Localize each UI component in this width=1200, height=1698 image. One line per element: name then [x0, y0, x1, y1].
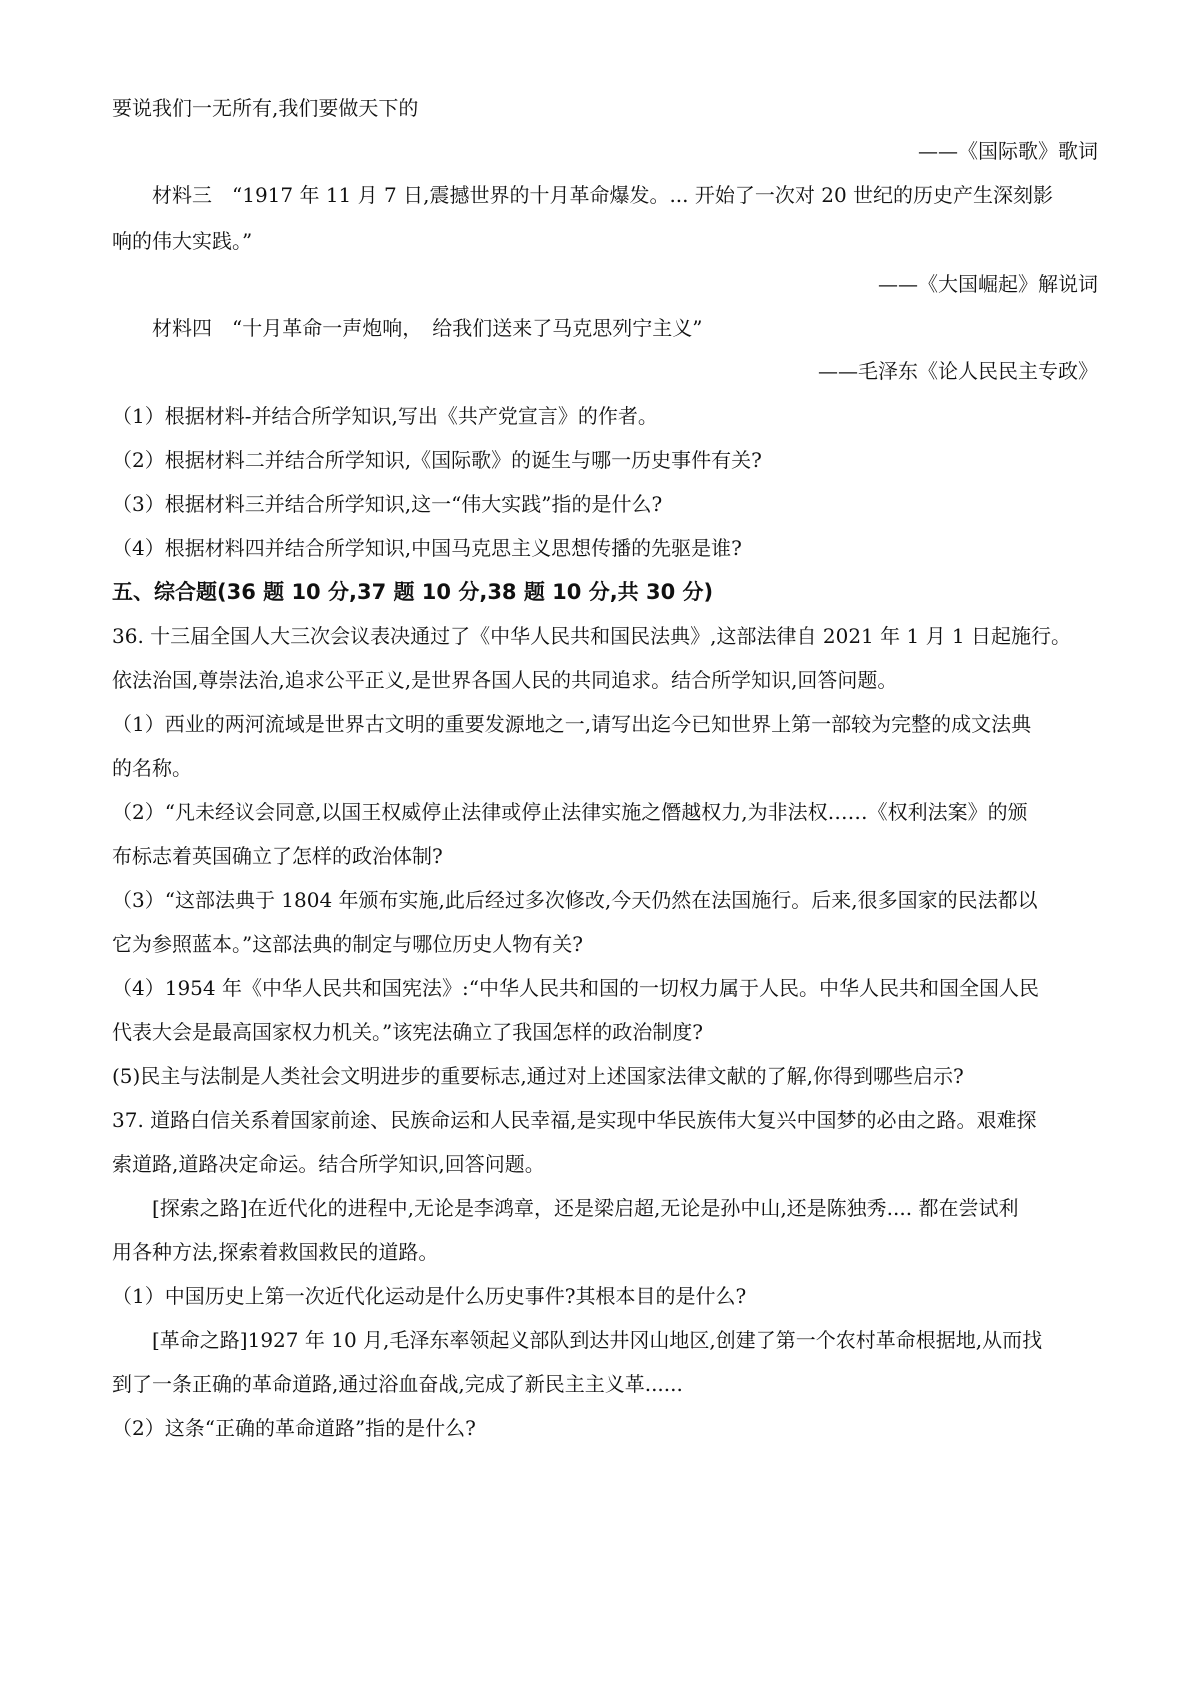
- lyric-line: 要说我们一无所有,我们要做天下的: [112, 96, 419, 120]
- question-36-2: （2）“凡未经议会同意,以国王权威停止法律或停止法律实施之僭越权力,为非法权……《权利法案》的颁: [112, 800, 1028, 824]
- revolution-path-text: [革命之路]1927 年 10 月,毛泽东率领起义部队到达井冈山地区,创建了第一个农村革命根据地,从而找: [152, 1328, 1043, 1352]
- source-citation-internationale: ——《国际歌》歌词: [918, 139, 1098, 163]
- question-36-1-cont: 的名称。: [112, 756, 192, 780]
- question-36-4-cont: 代表大会是最高国家权力机关。”该宪法确立了我国怎样的政治制度?: [112, 1020, 703, 1044]
- question-35-3: （3）根据材料三并结合所学知识,这一“伟大实践”指的是什么?: [112, 492, 663, 516]
- question-36-3: （3）“这部法典于 1804 年颁布实施,此后经过多次修改,今天仍然在法国施行。后来,很多国家的民法都以: [112, 888, 1038, 912]
- question-36-3-cont: 它为参照蓝本。”这部法典的制定与哪位历史人物有关?: [112, 932, 583, 956]
- material-three-text-cont: 响的伟大实践。”: [112, 229, 253, 253]
- question-35-4: （4）根据材料四并结合所学知识,中国马克思主义思想传播的先驱是谁?: [112, 536, 742, 560]
- source-citation-mao: ——毛泽东《论人民民主专政》: [818, 359, 1098, 383]
- material-three-text: 材料三 “1917 年 11 月 7 日,震撼世界的十月革命爆发。... 开始了一次对 20 世纪的历史产生深刻影: [152, 183, 1054, 207]
- question-37-stem-cont: 索道路,道路决定命运。结合所学知识,回答问题。: [112, 1152, 545, 1176]
- revolution-path-text-cont: 到了一条正确的革命道路,通过浴血奋战,完成了新民主主义革......: [112, 1372, 683, 1396]
- question-36-stem-cont: 依法治国,尊崇法治,追求公平正义,是世界各国人民的共同追求。结合所学知识,回答问题。: [112, 668, 898, 692]
- question-37-1: （1）中国历史上第一次近代化运动是什么历史事件?其根本目的是什么?: [112, 1284, 747, 1308]
- question-36-stem: 36. 十三届全国人大三次会议表决通过了《中华人民共和国民法典》,这部法律自 2021 年 1 月 1 日起施行。: [112, 624, 1072, 648]
- material-four-text: 材料四 “十月革命一声炮响， 给我们送来了马克思列宁主义”: [152, 316, 703, 340]
- source-citation-rise-of-nations: ——《大国崛起》解说词: [878, 272, 1098, 296]
- question-36-5: (5)民主与法制是人类社会文明进步的重要标志,通过对上述国家法律文献的了解,你得到哪些启示?: [112, 1064, 964, 1088]
- exploration-path-text-cont: 用各种方法,探索着救国救民的道路。: [112, 1240, 439, 1264]
- exploration-path-text: [探索之路]在近代化的进程中,无论是李鸿章，还是梁启超,无论是孙中山,还是陈独秀.... 都在尝试利: [152, 1196, 1019, 1220]
- question-36-2-cont: 布标志着英国确立了怎样的政治体制?: [112, 844, 443, 868]
- question-35-2: （2）根据材料二并结合所学知识,《国际歌》的诞生与哪一历史事件有关?: [112, 448, 762, 472]
- section-heading: 五、综合题(36 题 10 分,37 题 10 分,38 题 10 分,共 30 分): [112, 580, 714, 604]
- question-36-1: （1）西业的两河流域是世界古文明的重要发源地之一,请写出迄今已知世界上第一部较为完整的成文法典: [112, 712, 1032, 736]
- question-36-4: （4）1954 年《中华人民共和国宪法》:“中华人民共和国的一切权力属于人民。中华人民共和国全国人民: [112, 976, 1039, 1000]
- question-37-2: （2）这条“正确的革命道路”指的是什么?: [112, 1416, 476, 1440]
- question-35-1: （1）根据材料-并结合所学知识,写出《共产党宣言》的作者。: [112, 404, 658, 428]
- question-37-stem: 37. 道路白信关系着国家前途、民族命运和人民幸福,是实现中华民族伟大复兴中国梦的必由之路。艰难探: [112, 1108, 1037, 1132]
